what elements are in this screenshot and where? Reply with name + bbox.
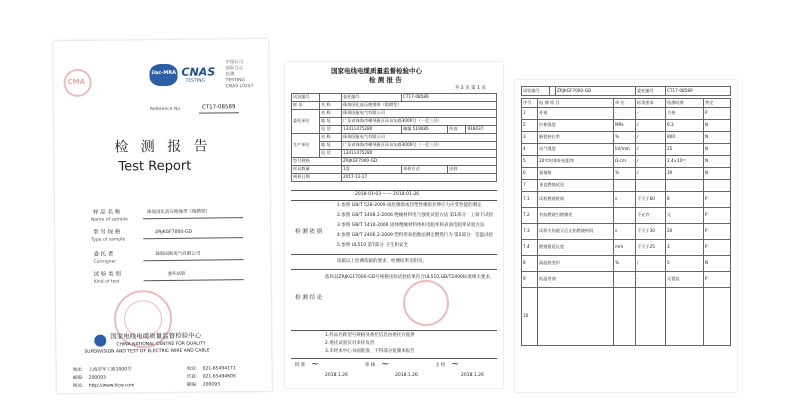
table-cell: % xyxy=(614,256,636,272)
centre-logo-icon xyxy=(94,335,106,347)
table-cell xyxy=(704,180,731,192)
table-cell: MPa xyxy=(614,120,636,132)
table-cell xyxy=(614,208,636,224)
p2-signature-main: ~ xyxy=(451,359,460,370)
footer-fax: 021-65494605 xyxy=(202,374,236,380)
p2-signature-review: ~ xyxy=(381,359,390,370)
table-cell: 试验编号 xyxy=(292,94,320,102)
sample-value: 珠海国化高压绝缘带（阻燃型） xyxy=(146,209,210,216)
table-cell: 2.4×10¹⁵ xyxy=(666,156,704,168)
p2-sign-label-main: 主 检 xyxy=(435,363,446,368)
table-cell: kV/mm xyxy=(614,144,636,156)
kind-value: 委托试验 xyxy=(167,271,186,277)
table-header: 检测结果 xyxy=(666,99,704,108)
table-cell: 传真 xyxy=(448,126,466,134)
table-cell: 13411475280 xyxy=(342,126,402,134)
table-row xyxy=(292,166,497,174)
footer-web-label: 网址： xyxy=(72,383,87,389)
table-cell: 拉伸强度 xyxy=(538,120,614,132)
table-cell: 7.2 xyxy=(522,208,538,224)
table-cell: / xyxy=(636,120,666,132)
reference-number: CT17-08589 xyxy=(201,104,236,111)
table-cell: 试样火焰熄灭后无焰燃烧时间 xyxy=(538,224,614,240)
cnas-sub: TESTING xyxy=(185,78,206,84)
table-cell: mm xyxy=(614,240,636,256)
p2-basis-item: 4.参照 GB/T 2406.2-2009 塑料用氧指数法测定燃烧行为 第2部分：室温试验 xyxy=(337,233,494,238)
report-detail-page xyxy=(285,62,503,388)
table-cell: 电 话 xyxy=(320,126,342,134)
table-cell: P xyxy=(704,208,731,224)
table-cell: 无 xyxy=(666,208,704,224)
p2-summary: 依据以上检测依据的要求，检测结果见附页。 xyxy=(337,259,427,264)
table-header: 判定 xyxy=(704,99,731,108)
table-cell xyxy=(538,288,614,346)
table-cell: 20℃时体积电阻率 xyxy=(538,156,614,168)
table-cell: 1 xyxy=(522,108,538,120)
table-cell: 8 xyxy=(666,192,704,208)
table-cell: 9 xyxy=(522,272,538,288)
table-cell: 6.3 xyxy=(666,120,704,132)
table-row xyxy=(522,132,731,144)
table-cell: 名 称 xyxy=(320,134,342,142)
table-cell: N xyxy=(704,120,731,132)
table-cell: / xyxy=(636,144,666,156)
p2-page-number: 共 2 页 第 1 页 xyxy=(455,86,486,91)
table-header: 序号 xyxy=(522,99,538,108)
table-row xyxy=(292,118,497,126)
table-cell xyxy=(402,126,448,134)
table-row xyxy=(522,144,731,156)
p2-sign-label-review: 审 核 xyxy=(365,363,376,368)
table-cell: - xyxy=(636,108,666,120)
sample-label-en: Name of sample xyxy=(91,217,128,223)
table-cell: 低温弯曲 xyxy=(538,272,614,288)
table-cell: 7.1 xyxy=(522,192,538,208)
table-cell: 6 xyxy=(522,168,538,180)
model-label-en: Type of sample xyxy=(91,237,126,243)
ilac-text: ilac-MRA xyxy=(151,69,177,77)
table-cell: 断裂伸长率 xyxy=(538,132,614,144)
table-cell: N xyxy=(704,156,731,168)
table-header: 标准要求 xyxy=(636,99,666,108)
p2-basis-item: 5.参照 UL510 第7部分 卫生和安全 xyxy=(337,243,408,248)
table-cell: 垂直燃烧试验 xyxy=(538,180,614,192)
table-cell: 2 xyxy=(522,120,538,132)
table-cell: / xyxy=(636,168,666,180)
table-cell: P xyxy=(704,272,731,288)
table-cell: 外观 xyxy=(538,108,614,120)
table-cell: 800 xyxy=(666,132,704,144)
table-row xyxy=(522,87,731,96)
table-cell: - xyxy=(614,108,636,120)
table-cell: 电气强度 xyxy=(538,144,614,156)
footer-web: http://www.tlcw.com xyxy=(88,383,135,389)
table-cell: / xyxy=(636,256,666,272)
table-cell: 20 xyxy=(666,224,704,240)
table-cell xyxy=(614,180,636,192)
table-cell: 7.4 xyxy=(522,240,538,256)
table-cell: 燃烧蔓延长度 xyxy=(538,240,614,256)
p2-centre-stamp xyxy=(403,280,449,326)
centre-name-cn: 国家电线电缆质量监督检验中心 xyxy=(110,331,202,341)
table-cell-label: 邮编 xyxy=(403,126,412,132)
table-cell: 25 xyxy=(666,144,704,156)
p2-note: 3.未经本中心书面批准，不得部分复制本报告 xyxy=(325,349,415,354)
table-cell: 无裂纹 xyxy=(666,272,704,288)
p2-basis-label: 检 测 依 据 xyxy=(295,229,323,235)
table-cell: 有焰燃烧引燃棉花 xyxy=(538,208,614,224)
footer-zip2: 200093 xyxy=(202,382,220,388)
table-row xyxy=(292,174,497,182)
kind-label-en: Kind of test xyxy=(93,279,120,285)
table-cell: P xyxy=(704,108,731,120)
table-row xyxy=(522,288,731,346)
logo-side-4: TESTING xyxy=(225,78,246,84)
table-cell: 不大于30 xyxy=(636,224,666,240)
table-cell: ZRJKGF7000-GD xyxy=(342,158,497,166)
table-cell: 委托单位 xyxy=(292,110,320,134)
table-row xyxy=(522,272,731,288)
sample-label-cn: 样 品 名 称 xyxy=(92,209,121,216)
table-row xyxy=(292,126,497,134)
table-cell: N xyxy=(704,256,731,272)
footer-address-label: 地址： xyxy=(72,367,87,373)
p2-test-date: 2018-01-03 —— 2018-01-26 xyxy=(355,192,420,197)
table-row xyxy=(292,102,497,110)
logo-side-1: 中国认可 xyxy=(225,60,244,66)
table-cell xyxy=(704,288,731,346)
table-cell: 氧指数 xyxy=(538,168,614,180)
table-row xyxy=(292,150,497,158)
footer-phone: 021-65494171 xyxy=(202,366,236,372)
footer-zip2-label: 邮编： xyxy=(186,382,201,388)
table-cell: 7 xyxy=(522,180,538,192)
table-header: 检 测 项 目 xyxy=(538,99,614,108)
table-cell: 名 称 xyxy=(320,110,342,118)
table-cell: 珠海国航电气有限公司 xyxy=(342,110,497,118)
table-row xyxy=(522,256,731,272)
table-cell: 合格 xyxy=(666,108,704,120)
table-cell: 3 xyxy=(666,240,704,256)
table-row xyxy=(292,158,497,166)
table-cell: 珠海国化高压绝缘带（阻燃型） xyxy=(342,102,497,110)
table-cell: 来样方式 xyxy=(402,166,448,174)
table-cell xyxy=(614,272,636,288)
report-title-cn: 检 测 报 告 xyxy=(114,138,212,156)
p2-note: 1.样品名称型号规格及委托信息由委托方提供 xyxy=(325,333,415,338)
footer-address: 上海市军工路1000号 xyxy=(88,367,132,373)
table-header: 单 位 xyxy=(614,99,636,108)
table-cell xyxy=(666,180,704,192)
table-cell: ZRJKGF7000-GD xyxy=(556,87,636,96)
p2-sign-label-approve: 批 准 xyxy=(295,363,306,368)
footer-fax-label: 传真： xyxy=(186,374,201,380)
logo-side-3: 检测 xyxy=(225,72,235,78)
table-row xyxy=(522,240,731,256)
table-cell: 918037 xyxy=(466,126,497,134)
logo-side-2: 国际互认 xyxy=(225,66,244,72)
centre-name-en-1: CHINA NATIONAL CENTRE FOR QUALITY xyxy=(116,341,206,348)
table-row xyxy=(292,142,497,150)
table-cell: P xyxy=(704,240,731,256)
table-row xyxy=(522,168,731,180)
table-cell: / xyxy=(636,156,666,168)
table-cell: CT17-08589 xyxy=(402,94,497,102)
table-cell: 样品数量 xyxy=(292,166,342,174)
table-cell: 样 品 xyxy=(292,102,320,110)
table-row xyxy=(292,134,497,142)
table-cell: P xyxy=(704,192,731,208)
table-cell: 2017-12-27 xyxy=(342,174,497,182)
kind-label-cn: 试 验 类 别 xyxy=(93,271,121,278)
table-cell: 生产单位 xyxy=(292,134,320,158)
table-cell: N xyxy=(704,132,731,144)
client-label-cn: 委 托 者 xyxy=(93,251,114,258)
footer-zip: 200093 xyxy=(88,375,106,381)
table-cell: 高温热变形 xyxy=(538,256,614,272)
table-cell: 到样日期 xyxy=(292,174,342,182)
table-cell: Ω·cm xyxy=(614,156,636,168)
table-cell: % xyxy=(614,168,636,180)
table-row xyxy=(292,94,497,102)
p3-results-table xyxy=(521,98,731,346)
report-title-en: Test Report xyxy=(118,158,192,175)
table-cell: 5 xyxy=(522,156,538,168)
table-cell: 广东省珠海市横琴新区环岛东路3000号（一至三层） xyxy=(342,118,497,126)
table-cell: 地 址 xyxy=(320,118,342,126)
table-row xyxy=(522,180,731,192)
table-row xyxy=(522,208,731,224)
table-cell xyxy=(636,180,666,192)
table-cell: 电 话 xyxy=(320,150,342,158)
table-cell: 地 址 xyxy=(320,142,342,150)
model-value: ZRJKGF7000-GD xyxy=(155,229,192,236)
table-cell: - xyxy=(636,272,666,288)
table-row xyxy=(522,156,731,168)
table-cell: 委托编号 xyxy=(342,94,402,102)
model-label-cn: 型 号 规 格 xyxy=(93,229,121,236)
table-cell: 1盘 xyxy=(342,166,402,174)
table-cell: 广东省珠海市横琴新区环岛东路3000号（一至三层） xyxy=(342,142,497,150)
table-cell: 名 称 xyxy=(320,102,342,110)
cma-mark: CMA xyxy=(67,77,86,86)
table-cell: % xyxy=(614,132,636,144)
table-cell: 5 xyxy=(666,256,704,272)
table-row xyxy=(522,120,731,132)
table-row xyxy=(522,192,731,208)
table-cell: CT17-08589 xyxy=(666,87,731,96)
table-cell: N xyxy=(704,168,731,180)
table-row xyxy=(522,108,731,120)
p2-basis-item: 3.参照 GB/T 1410-2006 固体绝缘材料体积电阻率和表面电阻率试验方法 xyxy=(337,223,485,228)
table-cell: 委托编号 xyxy=(636,87,666,96)
p2-conclusion-label: 检 测 结 论 xyxy=(295,295,323,301)
client-value: 珠海国航电气有限公司 xyxy=(155,251,201,258)
footer-phone-label: 电话： xyxy=(186,366,201,372)
p2-conclusion: 依样品ZRJKGF7000-GD号规格送检试验结果符合UL510,GB/T2406标准相关要求。 xyxy=(325,275,495,280)
table-cell: 送样 xyxy=(448,166,497,174)
table-row xyxy=(292,110,497,118)
table-cell: N xyxy=(704,144,731,156)
p2-basis-item: 1.参照 GB/T 528-2009 硫化橡胶或热塑性橡胶拉伸应力应变性能的测定 xyxy=(337,203,482,208)
table-cell: 13411475280 xyxy=(342,150,497,158)
p2-note: 2.委托试验仅对来样负责 xyxy=(325,341,375,346)
p2-title-centre: 国家电线电缆质量监督检验中心 xyxy=(331,67,422,75)
table-cell: 不大于25 xyxy=(636,240,666,256)
table-row xyxy=(522,224,731,240)
p2-sign-date: 2018.1.26 xyxy=(461,373,484,378)
table-cell: P xyxy=(704,224,731,240)
table-cell xyxy=(666,288,704,346)
table-cell xyxy=(614,288,636,346)
report-cover-page xyxy=(53,39,272,393)
footer-zip-label: 邮编： xyxy=(72,375,87,381)
p2-basis-item: 2.参照 GB/T 1408.1-2006 绝缘材料电气强度试验方法 第1部分：工频下试验 xyxy=(337,213,494,218)
cnas-logo: CNAS xyxy=(181,65,216,79)
table-cell: 型号规格 xyxy=(292,158,342,166)
p2-title-report: 检 测 报 告 xyxy=(369,76,402,84)
table-cell: 试样燃烧时间 xyxy=(538,192,614,208)
table-cell: 3 xyxy=(522,132,538,144)
table-cell: 4 xyxy=(522,144,538,156)
table-row xyxy=(522,99,731,108)
table-cell: 8 xyxy=(522,256,538,272)
report-results-page xyxy=(515,80,737,392)
table-cell: 10 xyxy=(522,288,538,346)
client-label-en: Consigner xyxy=(93,259,117,265)
table-cell: / xyxy=(636,132,666,144)
table-cell: 试验编号 xyxy=(522,87,550,96)
table-cell: 不允许 xyxy=(636,208,666,224)
table-cell: s xyxy=(614,224,636,240)
table-cell xyxy=(636,288,666,346)
table-cell: 30 xyxy=(666,168,704,180)
p2-info-table xyxy=(291,93,497,182)
p2-sign-date: 2018.1.26 xyxy=(325,373,348,378)
table-cell: 7.3 xyxy=(522,224,538,240)
table-cell: 不大于60 xyxy=(636,192,666,208)
logo-side-5: CNAS L0257 xyxy=(225,84,254,90)
table-cell: s xyxy=(614,192,636,208)
reference-label: Reference No xyxy=(149,106,181,113)
table-cell xyxy=(320,94,342,102)
table-cell: 珠海国航电气有限公司 xyxy=(342,134,497,142)
p3-head-table xyxy=(521,86,731,96)
p2-signature-approve: ~ xyxy=(311,359,320,370)
table-cell-value: 519085 xyxy=(412,126,429,132)
p2-sign-date: 2018.1.26 xyxy=(395,373,418,378)
centre-name-en-2: SUPERVISION AND TEST OF ELECTRIC WIRE AND CABLE xyxy=(84,348,210,355)
